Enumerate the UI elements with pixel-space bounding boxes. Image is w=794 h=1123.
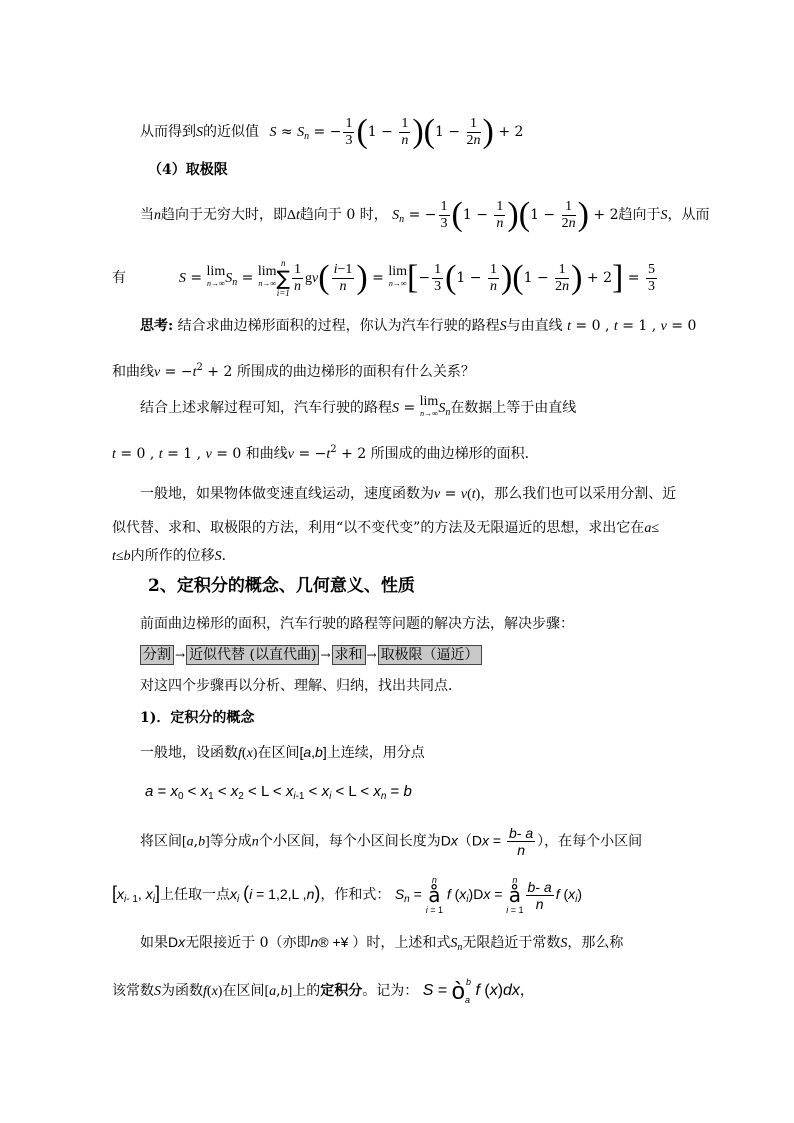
text: ，那么我们也可以采用分割、近 — [480, 486, 677, 502]
text: 结合上述求解过程可知，汽车行驶的路程 — [140, 400, 392, 416]
text: 上连续，用分点 — [326, 745, 425, 761]
analysis-line — [140, 676, 462, 696]
step-limit: 取极限（逼近） — [378, 645, 482, 665]
general-case-line-3: t≤b内所作的位移S． — [112, 548, 236, 564]
curve-line: 和曲线$v = -t^2 + 2$ 所围成的曲边梯形的面积有什么关系？ — [112, 362, 475, 380]
bold-term: 定积分 — [320, 983, 363, 999]
approx-value-line: 从而得到S的近似值 $S \approx S_n$ = − $\frac{1}{3}$ (1 − $\frac{1}{n}$ )(1 − $\frac{1}{2n}$ ) + 2 — [140, 113, 524, 150]
text: 上的 — [292, 983, 321, 999]
general-case-line-2 — [112, 518, 659, 539]
text: 一般地，如果物体做变速直线运动，速度函数为 — [140, 486, 434, 502]
method-intro-line — [140, 614, 574, 634]
general-case-line: 一般地，如果物体做变速直线运动，速度函数为v = v(t)，那么我们也可以采用分割、近 — [140, 486, 677, 502]
section-title — [148, 576, 415, 596]
thinking-question-line: 思考: 结合求曲边梯形面积的过程，你认为汽车行驶的路程S与由直线 t = 0 , t = 1 , v = 0 — [140, 318, 697, 334]
text: 和曲线 — [112, 364, 154, 380]
definition-line-4: 如果Dx无限接近于 0（亦即n® +¥ ）时，上述和式$S_n$无限趋近于常数S，那么称 — [140, 934, 624, 953]
heading-text: （4）取极限 — [148, 162, 228, 178]
step-sum: 求和 — [332, 645, 366, 665]
text: （ — [457, 833, 472, 850]
conclusion-line: 结合上述求解过程可知，汽车行驶的路程S = lim n→∞ $S_n$在数据上等于由直线 — [140, 394, 577, 418]
text: 趋向于 0 时， — [299, 207, 388, 223]
text: 所围成的曲边梯形的面积． — [370, 446, 539, 462]
text: 前面曲边梯形的面积，汽车行驶的路程等问题的解决方法，解决步骤： — [140, 616, 574, 632]
arrow-icon: → — [320, 648, 331, 662]
text: 当 — [140, 207, 154, 223]
subsection-text: 1)．定积分的概念 — [140, 710, 255, 726]
text: 在区间 — [257, 745, 300, 761]
text: 在数据上等于由直线 — [450, 400, 577, 416]
text: 无限接近于 0（亦即 — [185, 935, 311, 951]
text: 从而得到 — [140, 124, 196, 140]
text: 结合求曲边梯形面积的过程，你认为汽车行驶的路程 — [173, 318, 500, 334]
text: 如果 — [140, 935, 168, 951]
definition-line-5: 该常数S为函数f(x)在区间[a,b]上的定积分。记为： $S = ò_a^b$ f (x)dx， — [112, 977, 534, 1005]
text: 将区间 — [140, 833, 182, 850]
text: 内所作的位移 — [130, 548, 215, 564]
text: 似代替、求和、取极限的方法，利用“以不变代变”的方法及无限逼近的思想，求出它在 — [112, 520, 645, 536]
text: 个小区间，每个小区间长度为 — [258, 833, 441, 850]
text: 一般地，设函数 — [140, 745, 238, 761]
text: 上任取一点 — [159, 887, 230, 903]
partition-points: $a = x_0 < x_1 < x_2 < L < x_{i-1} < x_i < L < x_n = b$ — [145, 783, 412, 802]
definition-line-3: [$x_{i- 1}$, $x_i$]上任取一点$x_i$ (i = 1,2,L ,n)，作和式： $S_n$ = n å i = 1 f $(x_i)Dx$ = n å i = 1 $\frac{b- a}{n}$ f $(x_i)$ — [112, 875, 583, 915]
arrow-icon: → — [366, 648, 377, 662]
text: 与由直线 — [506, 318, 563, 334]
text: 该常数 — [112, 983, 154, 999]
conclusion-line-2: t = 0 , t = 1 , v = 0 和曲线$v = -t^2 + 2$ 所围成的曲边梯形的面积． — [112, 444, 539, 462]
text: ． — [221, 548, 236, 564]
text: 。记为： — [362, 983, 419, 999]
text: 有 — [112, 270, 126, 286]
text: ）时，上述和式 — [352, 935, 451, 951]
step-partition: 分割 — [140, 645, 174, 665]
text: ），在每个小区间 — [537, 833, 643, 850]
steps-flow — [140, 645, 482, 665]
step4-heading — [148, 160, 228, 180]
limit-line: 当n趋向于无穷大时，即Δt趋向于 0 时， $S_n$ = − $\frac{1}{3}$ (1 − $\frac{1}{n}$ )(1 − $\frac{1}{2n}$ ) + 2趋向于S，从而 — [140, 196, 710, 233]
text: 的近似值 — [203, 124, 259, 140]
definition-line-2: 将区间[a,b]等分成n个小区间，每个小区间长度为Dx（Dx = $\frac{b- a}{n}$ ），在每个小区间 — [140, 825, 643, 858]
text: 等分成 — [209, 833, 252, 850]
limit-equation-line: 有 S = lim n→∞ $S_n$ = lim n→∞ n ∑ i=1 $\frac{1}{n}$ gv( $\frac{i-1}{n}$ ) = lim n→∞ [− $\frac{1}{3}$ (1 − $\frac{1}{n}$ )(1 − $\frac{1}{2n}$ ) + 2] = $\frac{5}{3}$ — [112, 258, 655, 298]
text: t≤b — [112, 549, 131, 564]
text: 所围成的曲边梯形的面积有什么关系？ — [236, 364, 475, 380]
text: ， — [519, 983, 534, 999]
text: 在区间 — [222, 983, 265, 999]
arrow-icon: → — [175, 648, 186, 662]
subsection-title — [140, 708, 254, 728]
text: 为函数 — [161, 983, 203, 999]
text: ，从而 — [667, 207, 710, 223]
definition-line-1: 一般地，设函数f(x)在区间[a,b]上连续，用分点 — [140, 744, 425, 761]
text: a≤ — [644, 521, 659, 536]
bold-label: 思考: — [140, 318, 174, 334]
text: 对这四个步骤再以分析、理解、归纳，找出共同点． — [140, 678, 462, 694]
text: 和曲线 — [245, 446, 288, 462]
text: 趋向于无穷大时，即 — [161, 207, 287, 223]
text: 无限趋近于常数 — [462, 935, 561, 951]
text: ，那么称 — [567, 935, 624, 951]
step-approximate: 近似代替 (以直代曲) — [186, 645, 319, 665]
text: ，作和式： — [320, 887, 391, 903]
section-title-text: 2、定积分的概念、几何意义、性质 — [148, 576, 415, 596]
text: 趋向于 — [618, 207, 661, 223]
